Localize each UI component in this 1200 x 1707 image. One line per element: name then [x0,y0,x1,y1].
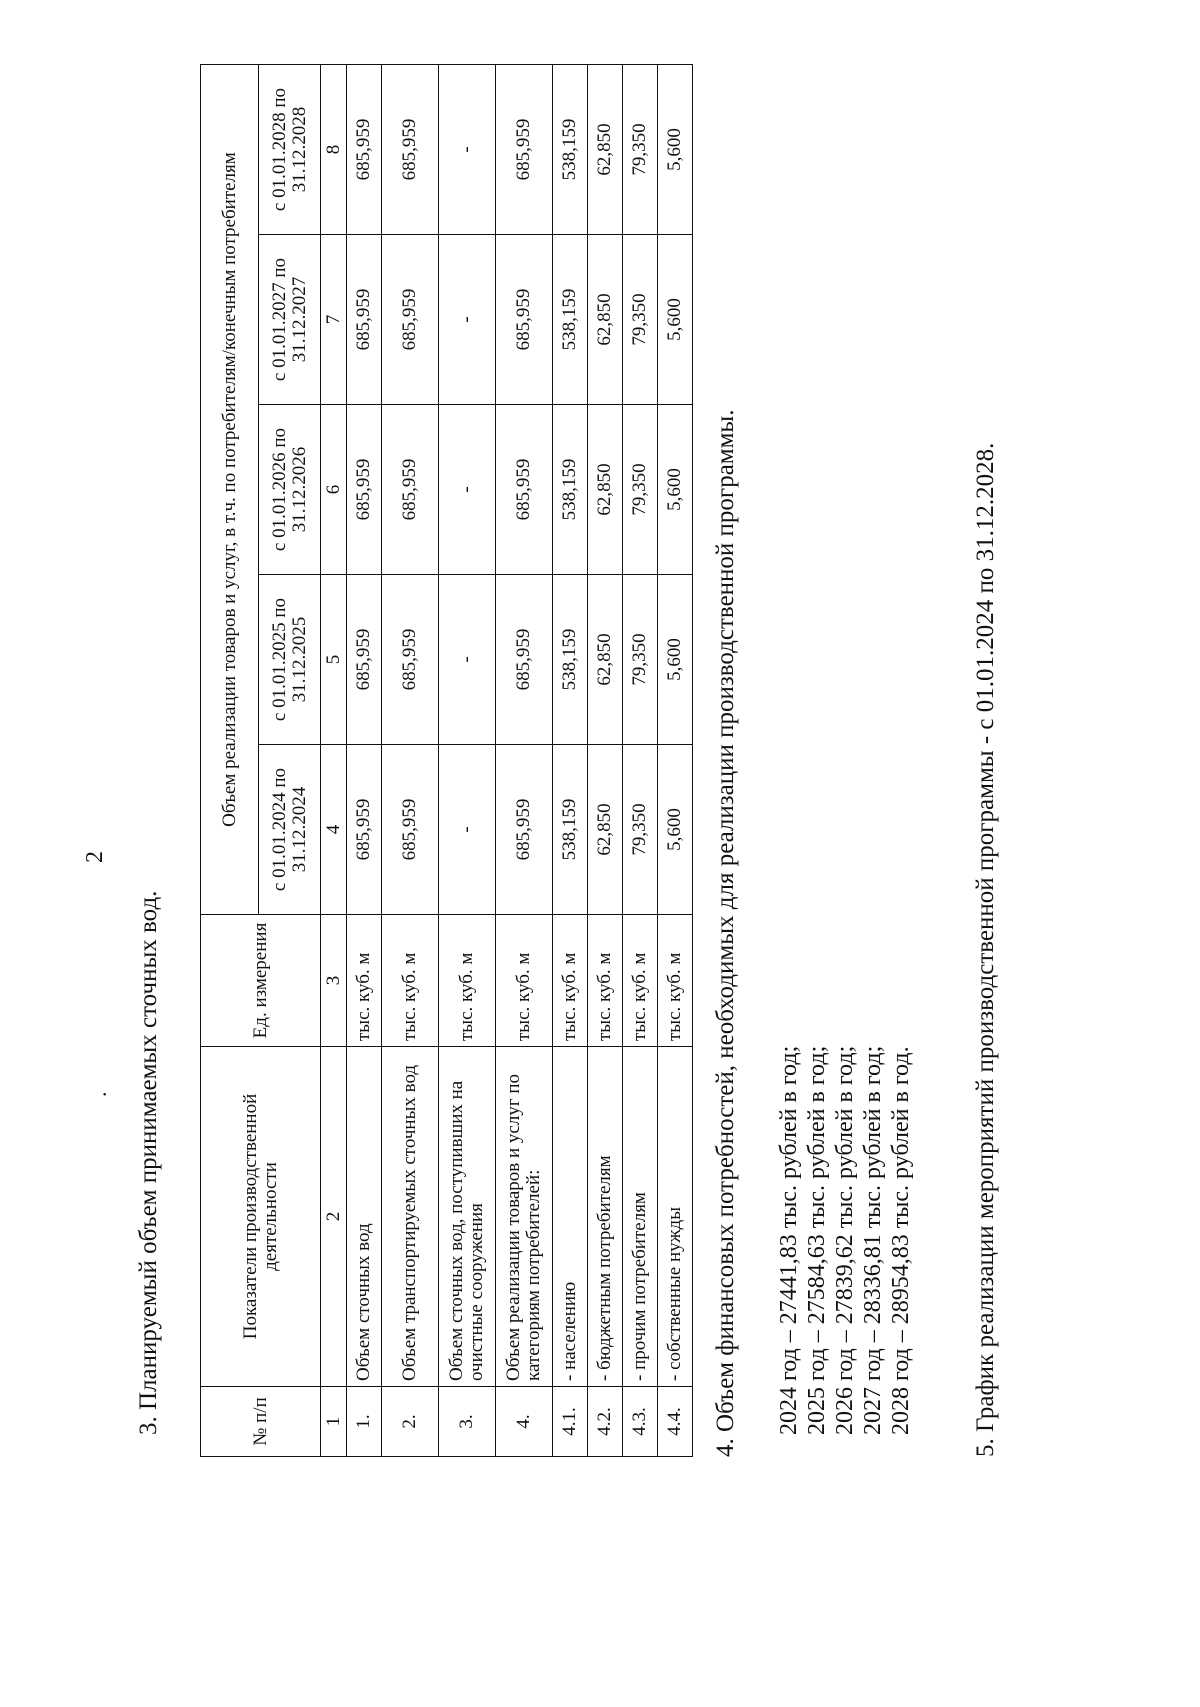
row-value-2027: 62,850 [588,235,623,405]
row-value-2025: 685,959 [382,575,439,745]
row-value-2027: 685,959 [347,235,382,405]
header-period-2028: с 01.01.2028 по 31.12.2028 [259,65,321,235]
row-unit: тыс. куб. м [658,915,693,1047]
table-row [553,65,588,1457]
row-value-2024: 685,959 [496,745,553,915]
row-value-2024: 538,159 [553,745,588,915]
row-value-2026: 62,850 [588,405,623,575]
row-value-2028: 685,959 [347,65,382,235]
row-value-2028: 62,850 [588,65,623,235]
col-number: 3 [321,915,347,1047]
row-indicator: Объем транспортируемых сточных вод [382,1047,439,1387]
row-unit: тыс. куб. м [347,915,382,1047]
header-num: № п/п [201,1387,321,1457]
row-value-2025: 5,600 [658,575,693,745]
row-value-2025: - [439,575,496,745]
header-period-2024: с 01.01.2024 по 31.12.2024 [259,745,321,915]
table-row [496,65,553,1457]
col-number: 8 [321,65,347,235]
row-value-2028: 79,350 [623,65,658,235]
row-value-2025: 79,350 [623,575,658,745]
row-value-2024: 79,350 [623,745,658,915]
table-row [588,65,623,1457]
row-unit: тыс. куб. м [553,915,588,1047]
table-row [623,65,658,1457]
row-num: 4.2. [588,1387,623,1457]
row-indicator: - бюджетным потребителям [588,1047,623,1387]
row-num: 4. [496,1387,553,1457]
financial-needs-list [775,1046,915,1435]
row-value-2024: 62,850 [588,745,623,915]
row-value-2024: 685,959 [382,745,439,915]
row-num: 1. [347,1387,382,1457]
row-value-2028: - [439,65,496,235]
header-period-2026: с 01.01.2026 по 31.12.2026 [259,405,321,575]
financial-line-2025: 2025 год – 27584,63 тыс. рублей в год; [804,1045,830,1435]
table-row [439,65,496,1457]
section-3-title: 3. Планируемый объем принимаемых сточных вод. [135,890,162,1435]
row-num: 4.4. [658,1387,693,1457]
stray-mark: . [86,1091,111,1097]
row-value-2025: 685,959 [496,575,553,745]
row-unit: тыс. куб. м [623,915,658,1047]
row-value-2025: 538,159 [553,575,588,745]
row-value-2028: 5,600 [658,65,693,235]
row-indicator: Объем реализации товаров и услуг по категориям потребителей: [496,1047,553,1387]
row-indicator: Объем сточных вод [347,1047,382,1387]
table-row [658,65,693,1457]
row-num: 4.1. [553,1387,588,1457]
table-row [382,65,439,1457]
col-number: 5 [321,575,347,745]
financial-line-2027: 2027 год – 28336,81 тыс. рублей в год; [860,1045,886,1435]
header-unit: Ед. измерения [201,915,321,1047]
col-number: 1 [321,1387,347,1457]
row-indicator: Объем сточных вод, поступивших на очистные сооружения [439,1047,496,1387]
header-indicator: Показатели производственной деятельности [201,1047,321,1387]
row-value-2025: 62,850 [588,575,623,745]
row-value-2027: 685,959 [496,235,553,405]
row-indicator: - прочим потребителям [623,1047,658,1387]
row-value-2026: 685,959 [496,405,553,575]
row-value-2028: 685,959 [382,65,439,235]
col-number: 7 [321,235,347,405]
row-value-2027: 5,600 [658,235,693,405]
table-row [347,65,382,1457]
row-value-2027: 79,350 [623,235,658,405]
row-value-2024: 5,600 [658,745,693,915]
row-value-2027: 538,159 [553,235,588,405]
row-value-2026: 685,959 [347,405,382,575]
row-value-2028: 538,159 [553,65,588,235]
row-indicator: - населению [553,1047,588,1387]
wastewater-volume-table [200,64,693,1457]
row-unit: тыс. куб. м [588,915,623,1047]
col-number: 2 [321,1047,347,1387]
row-indicator: - собственные нужды [658,1047,693,1387]
row-unit: тыс. куб. м [496,915,553,1047]
page-number: 2 [82,851,108,863]
financial-line-2024: 2024 год – 27441,83 тыс. рублей в год; [776,1045,802,1435]
row-value-2026: 685,959 [382,405,439,575]
row-unit: тыс. куб. м [382,915,439,1047]
section-5-title: 5. График реализации мероприятий производственной программы - с 01.01.2024 по 31.12.2028. [972,442,999,1457]
row-num: 2. [382,1387,439,1457]
section-4-title: 4. Объем финансовых потребностей, необходимых для реализации производственной программы. [712,409,739,1457]
header-group: Объем реализации товаров и услуг, в т.ч. по потребителям/конечным потребителям [201,65,259,915]
col-number: 4 [321,745,347,915]
row-unit: тыс. куб. м [439,915,496,1047]
row-value-2024: - [439,745,496,915]
row-value-2026: 79,350 [623,405,658,575]
col-number: 6 [321,405,347,575]
row-num: 3. [439,1387,496,1457]
row-value-2026: 5,600 [658,405,693,575]
header-period-2025: с 01.01.2025 по 31.12.2025 [259,575,321,745]
row-num: 4.3. [623,1387,658,1457]
row-value-2027: 685,959 [382,235,439,405]
row-value-2026: 538,159 [553,405,588,575]
row-value-2024: 685,959 [347,745,382,915]
row-value-2027: - [439,235,496,405]
row-value-2028: 685,959 [496,65,553,235]
header-period-2027: с 01.01.2027 по 31.12.2027 [259,235,321,405]
financial-line-2028: 2028 год – 28954,83 тыс. рублей в год. [888,1046,914,1435]
row-value-2026: - [439,405,496,575]
financial-line-2026: 2026 год – 27839,62 тыс. рублей в год; [832,1045,858,1435]
row-value-2025: 685,959 [347,575,382,745]
